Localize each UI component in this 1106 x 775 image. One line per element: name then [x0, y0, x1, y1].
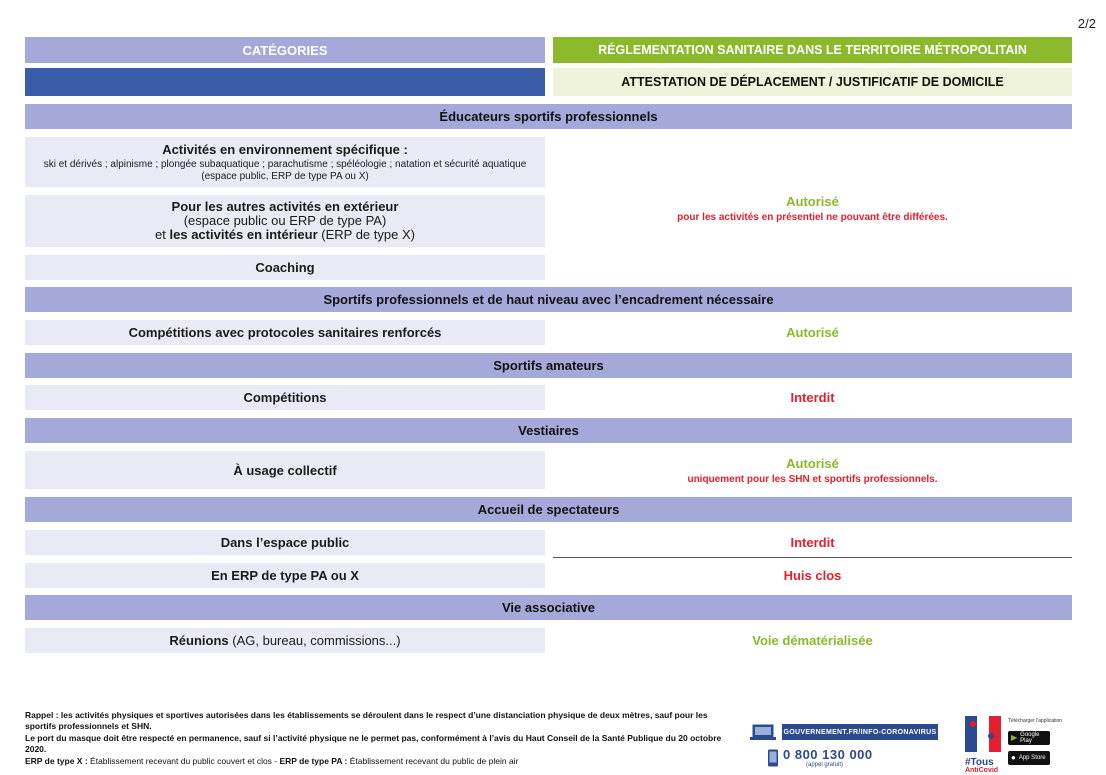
env-description: ski et dérivés ; alpinisme ; plongée subaquatique ; parachutisme ; spéléologie ; natation et sécurité aquatique (espace public, ERP de type PA ou X)	[43, 158, 527, 182]
google-play-icon: ▶	[1011, 733, 1018, 742]
phone-icon	[767, 749, 779, 767]
footer-erp-x-label: ERP de type X :	[25, 756, 88, 766]
reunions-label	[169, 633, 400, 648]
competitions-protocoles-label: Compétitions avec protocoles sanitaires renforcés	[128, 325, 442, 340]
reunions-label-a: Réunions	[169, 633, 229, 648]
status-amateurs	[553, 385, 1072, 410]
app-store-badge[interactable]	[1008, 751, 1050, 765]
phone-note: (appel gratuit)	[806, 762, 844, 768]
status-huis-clos: Huis clos	[783, 568, 842, 583]
laptop-icon	[750, 724, 776, 741]
competitions-label: Compétitions	[243, 390, 327, 405]
espace-public-label: Dans l’espace public	[220, 535, 350, 550]
autres-line-3c: (ERP de type X)	[317, 227, 415, 242]
usage-collectif-label: À usage collectif	[233, 462, 337, 478]
status-espace-public	[553, 530, 1072, 555]
status-autorise-3: Autorisé	[786, 455, 839, 471]
download-label: Télécharger l'application	[1008, 718, 1063, 724]
attestation-header-label: ATTESTATION DE DÉPLACEMENT / JUSTIFICATIF DE DOMICILE	[621, 75, 1004, 89]
status-vestiaires	[553, 451, 1072, 489]
attestation-header	[553, 68, 1072, 96]
status-autorise-1-note: pour les activités en présentiel ne pouvant être différées.	[677, 212, 948, 223]
google-play-badge[interactable]	[1008, 731, 1050, 745]
categories-header	[25, 37, 545, 63]
status-pros	[553, 320, 1072, 345]
erp-pa-x-label: En ERP de type PA ou X	[211, 568, 359, 583]
page-number: 2/2	[1077, 16, 1096, 31]
autres-line-3	[155, 228, 415, 242]
status-voie-dematerialisee: Voie dématérialisée	[752, 633, 873, 648]
row-competitions-protocoles	[25, 320, 545, 345]
row-reunions	[25, 628, 545, 653]
status-autorise-1: Autorisé	[786, 194, 839, 209]
section-vestiaires: Vestiaires	[25, 418, 1072, 443]
autres-line-3b: les activités en intérieur	[169, 227, 318, 242]
footer-erp-x-text: Établissement recevant du public couvert et clos -	[87, 756, 280, 766]
app-store-label: App Store	[1018, 755, 1046, 761]
row-erp-pa-x	[25, 563, 545, 588]
gouvernement-link[interactable]	[782, 724, 938, 740]
status-autorise-2: Autorisé	[786, 325, 839, 340]
row-autres-activites	[25, 195, 545, 247]
section-vie-associative: Vie associative	[25, 595, 1072, 620]
row-coaching	[25, 255, 545, 280]
row-competitions	[25, 385, 545, 410]
regulation-header-label: RÉGLEMENTATION SANITAIRE DANS LE TERRITOIRE MÉTROPOLITAIN	[598, 43, 1027, 57]
autres-line-1: Pour les autres activités en extérieur	[171, 199, 399, 214]
footer-masque: Le port du masque doit être respecté en permanence, sauf si l’activité physique ne le permet pas, conformément à l’avis du Haut Conseil de la Santé Publique du 20 octobre 2020.	[25, 733, 722, 754]
footer-erp	[25, 756, 725, 767]
reunions-label-b: (AG, bureau, commissions...)	[228, 633, 401, 648]
section-sportifs-pros: Sportifs professionnels et de haut niveau avec l’encadrement nécessaire	[25, 287, 1072, 312]
tous-label: #Tous	[965, 757, 994, 768]
autres-line-3a: et	[155, 227, 170, 242]
section-educateurs: Éducateurs sportifs professionnels	[25, 104, 1072, 129]
status-autorise-3-note: uniquement pour les SHN et sportifs professionnels.	[687, 473, 938, 485]
footer-erp-pa-label: ERP de type PA :	[279, 756, 348, 766]
status-erp-pa-x	[553, 563, 1072, 588]
autres-line-2: (espace public ou ERP de type PA)	[183, 213, 387, 228]
anticovid-label: AntiCovid	[965, 767, 999, 774]
phone-number[interactable]: 0 800 130 000	[783, 747, 873, 762]
categories-header-label: CATÉGORIES	[242, 42, 328, 58]
footer-rappel: Rappel : les activités physiques et sportives autorisées dans les établissements se déroulent dans le respect d’une distanciation physique de deux mètres, sauf pour les sportifs professionnels et SHN.	[25, 710, 708, 731]
google-play-label: Google Play	[1020, 732, 1040, 744]
footer-erp-pa-text: Établissement recevant du public de plein air	[347, 756, 519, 766]
section-amateurs: Sportifs amateurs	[25, 353, 1072, 378]
gouvernement-url: GOUVERNEMENT.FR/INFO-CORONAVIRUS	[783, 728, 937, 736]
env-title: Activités en environnement spécifique :	[162, 141, 408, 157]
status-educateurs	[553, 137, 1072, 280]
status-interdit-1: Interdit	[790, 390, 835, 405]
categories-subheader	[25, 68, 545, 96]
coaching-label: Coaching	[255, 260, 315, 275]
apple-icon: ●	[1011, 753, 1016, 762]
row-environnement-specifique	[25, 137, 545, 187]
divider	[553, 557, 1072, 558]
regulation-header	[553, 37, 1072, 63]
section-spectateurs: Accueil de spectateurs	[25, 497, 1072, 522]
status-interdit-2: Interdit	[790, 535, 835, 550]
tousanticovid-logo	[965, 716, 1001, 774]
row-usage-collectif	[25, 451, 545, 489]
row-espace-public	[25, 530, 545, 555]
footer-notes	[25, 710, 725, 767]
status-reunions	[553, 628, 1072, 653]
